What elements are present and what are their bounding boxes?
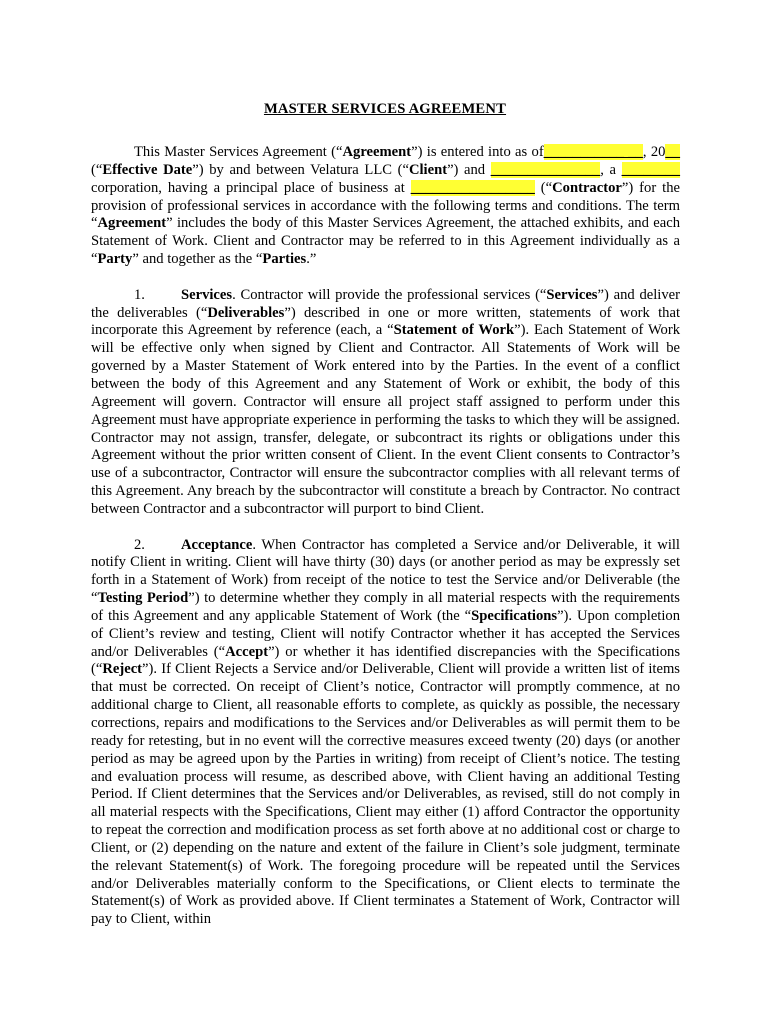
defined-term-agreement: Agreement: [342, 144, 412, 160]
defined-term-party: Party: [97, 251, 133, 268]
section-text: ”). Each Statement of Work will be effective only when signed by Client and Contractor. All Statements of Work will be governed by a Master Statement of Work entered into by the Parties. In the event of a conflict between the body of this Agreement and any Statement of Work or exhibit, the body of this Agreement will govern. Contractor will ensure all project staff assigned to perform under this Agreement must have appropriate experience in performing the tasks to which they will be assigned. Contractor may not assign, transfer, delegate, or subcontract its rights or obligations under this Agreement without the prior written consent of Client. In the event Client consents to Contractor’s use of a subcontractor, Contractor will ensure the subcontractor complies with all relevant terms of this Agreement. Any breach by the subcontractor will constitute a breach by Contractor. No contract between Contractor and a subcontractor will purport to bind Client.: [91, 322, 681, 517]
intro-text: corporation, having a principal place of business at: [91, 179, 411, 196]
defined-term-contractor: Contractor: [552, 179, 622, 196]
section-2-paragraph: [91, 537, 680, 930]
section-heading: Acceptance: [181, 536, 253, 553]
defined-term-client: Client: [408, 161, 448, 178]
page-title: MASTER SERVICES AGREEMENT: [263, 101, 507, 117]
intro-text: ”) is entered into as of: [411, 144, 544, 160]
defined-term-reject: Reject: [102, 661, 143, 678]
defined-term-statement-of-work: Statement of Work: [393, 322, 515, 339]
intro-text: ” includes the body of this Master Services Agreement, the attached exhibits, and each Statement of Work. Client and Contractor may be referred to in this Agreement individually as a “: [91, 215, 680, 268]
intro-text: .”: [306, 251, 317, 268]
state-blank-field[interactable]: ________: [621, 161, 680, 178]
intro-paragraph: [91, 144, 680, 269]
section-number: 1.: [134, 286, 145, 303]
defined-term-deliverables: Deliverables: [207, 304, 285, 321]
defined-term-agreement: Agreement: [97, 215, 167, 232]
section-text: ”) to determine whether they comply in all material respects with the requirements of this Agreement and any applicable Statement of Work (the “: [91, 590, 680, 624]
section-text: ”) or whether it has identified discrepancies with the Specifications (“: [91, 643, 680, 678]
defined-term-accept: Accept: [225, 643, 269, 660]
intro-text: , 20: [642, 144, 666, 160]
section-text: ”). If Client Rejects a Service and/or Deliverable, Client will provide a written list of items that must be corrected. On receipt of Client’s notice, Contractor will promptly commence, at no additional charge to Client, all reasonable efforts to complete, as quickly as possible, the necessary corrections, repairs and modifications to the Services and/or Deliverables as will permit them to be ready for retesting, but in no event will the corrective measures exceed twenty (20) days (or another period as may be agreed upon by the Parties in writing) from receipt of Client’s notice. The testing and evaluation process will resume, as described above, with Client having an additional Testing Period. If Client determines that the Services and/or Deliverables, as revised, still do not comply in all material respects with the Specifications, Client may either (1) afford Contractor the opportunity to repeat the correction and modification process as set forth above at no additional cost or charge to Client, or (2) depending on the nature and extent of the failure in Client’s sole judgment, terminate the relevant Statement(s) of Work. The foregoing procedure will be repeated until the Services and/or Deliverables materially conform to the Specifications, or Client elects to terminate the Statement(s) of Work as provided above. If Client terminates a Statement of Work, Contractor will pay to Client, within: [91, 661, 680, 928]
agreement-body: [91, 144, 680, 947]
defined-term-testing-period: Testing Period: [97, 590, 189, 607]
intro-text: This Master Services Agreement (“: [134, 144, 343, 160]
defined-term-parties: Parties: [262, 251, 307, 268]
year-blank-field[interactable]: __: [665, 144, 680, 160]
section-text: ”) described in one or more written, statements of work that incorporate this Agreement by reference (each, a “: [91, 304, 681, 339]
defined-term-effective-date: Effective Date: [102, 161, 193, 178]
intro-text: ”) by and between Velatura LLC (“: [192, 161, 409, 178]
section-text: ”). Upon completion of Client’s review and testing, Client will notify Contractor whether it has accepted the Services and/or Deliverables (“: [91, 607, 681, 660]
section-number: 2.: [134, 536, 145, 553]
section-text: . When Contractor has completed a Service and/or Deliverable, it will notify Client in writing. Client will have thirty (30) days (or another period as may be expressly set forth in a Statement of Work) from receipt of the notice to test the Service and/or Deliverable (the “: [91, 536, 680, 607]
date-blank-field[interactable]: ___________ __: [543, 144, 643, 160]
intro-text: ”) and: [447, 161, 491, 178]
section-text: . Contractor will provide the professional services (“: [232, 286, 547, 303]
intro-text: (“: [91, 161, 103, 178]
address-blank-field[interactable]: _________________: [410, 179, 535, 196]
intro-text: , a: [600, 161, 622, 178]
intro-text: ” and together as the “: [132, 251, 263, 268]
defined-term-specifications: Specifications: [471, 607, 558, 624]
intro-text: ”) for the provision of professional services in accordance with the following terms and conditions. The term “: [91, 179, 680, 232]
section-1-paragraph: [91, 287, 680, 519]
party-name-blank-field[interactable]: _______________: [490, 161, 601, 178]
defined-term-services: Services: [546, 286, 598, 303]
section-text: ”) and deliver the deliverables (“: [91, 286, 680, 321]
intro-text: (“: [534, 179, 553, 196]
section-heading: Services: [181, 286, 233, 303]
